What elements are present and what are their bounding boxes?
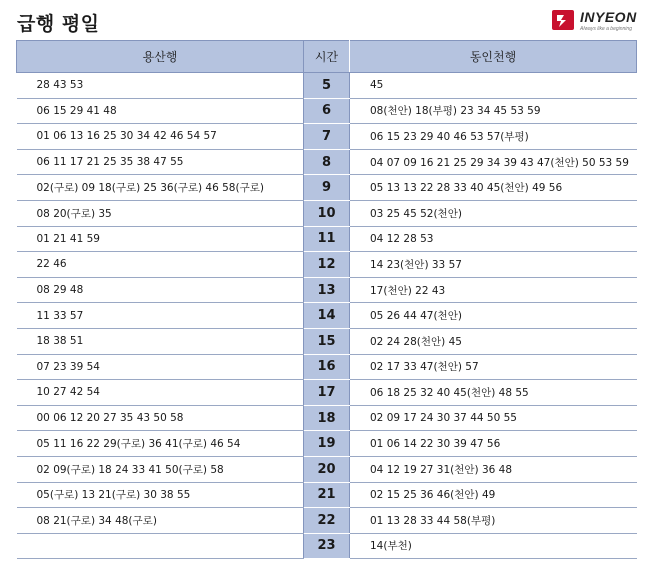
table-row [17, 303, 637, 329]
hour-cell: 16 [304, 354, 350, 380]
table-row [17, 226, 637, 252]
table-row [17, 533, 637, 559]
hour-cell: 12 [304, 252, 350, 278]
dongincheon-bound-times: 02 24 28(천안) 45 [350, 328, 637, 354]
yongsan-bound-times: 08 29 48 [17, 277, 304, 303]
yongsan-bound-times: 06 11 17 21 25 35 38 47 55 [17, 149, 304, 175]
dongincheon-bound-times: 06 18 25 32 40 45(천안) 48 55 [350, 380, 637, 406]
hour-cell: 7 [304, 124, 350, 150]
yongsan-bound-times: 00 06 12 20 27 35 43 50 58 [17, 405, 304, 431]
table-row [17, 482, 637, 508]
table-row [17, 508, 637, 534]
dongincheon-bound-times: 14(부천) [350, 533, 637, 559]
table-row [17, 328, 637, 354]
yongsan-bound-times: 05(구로) 13 21(구로) 30 38 55 [17, 482, 304, 508]
yongsan-bound-times: 22 46 [17, 252, 304, 278]
yongsan-bound-times: 07 23 39 54 [17, 354, 304, 380]
hour-cell: 22 [304, 508, 350, 534]
company-logo [552, 8, 638, 38]
yongsan-bound-times: 18 38 51 [17, 328, 304, 354]
hour-cell: 14 [304, 303, 350, 329]
timetable-header-row [17, 41, 637, 73]
table-row [17, 277, 637, 303]
yongsan-bound-times: 02(구로) 09 18(구로) 25 36(구로) 46 58(구로) [17, 175, 304, 201]
hour-cell: 10 [304, 200, 350, 226]
dongincheon-bound-times: 08(천안) 18(부평) 23 34 45 53 59 [350, 98, 637, 124]
dongincheon-bound-times: 02 09 17 24 30 37 44 50 55 [350, 405, 637, 431]
yongsan-bound-times: 01 06 13 16 25 30 34 42 46 54 57 [17, 124, 304, 150]
header-hour: 시간 [304, 41, 350, 73]
hour-cell: 13 [304, 277, 350, 303]
hour-cell: 23 [304, 533, 350, 559]
hour-cell: 17 [304, 380, 350, 406]
hour-cell: 9 [304, 175, 350, 201]
hour-cell: 5 [304, 73, 350, 99]
dongincheon-bound-times: 06 15 23 29 40 46 53 57(부평) [350, 124, 637, 150]
hour-cell: 6 [304, 98, 350, 124]
yongsan-bound-times: 01 21 41 59 [17, 226, 304, 252]
yongsan-bound-times: 05 11 16 22 29(구로) 36 41(구로) 46 54 [17, 431, 304, 457]
dongincheon-bound-times: 05 13 13 22 28 33 40 45(천안) 49 56 [350, 175, 637, 201]
page-title: 급행 평일 [17, 13, 100, 35]
yongsan-bound-times: 08 20(구로) 35 [17, 200, 304, 226]
hour-cell: 19 [304, 431, 350, 457]
table-row [17, 98, 637, 124]
dongincheon-bound-times: 04 12 19 27 31(천안) 36 48 [350, 456, 637, 482]
dongincheon-bound-times: 03 25 45 52(천안) [350, 200, 637, 226]
hour-cell: 18 [304, 405, 350, 431]
dongincheon-bound-times: 02 15 25 36 46(천안) 49 [350, 482, 637, 508]
table-row [17, 124, 637, 150]
header-dongincheon-bound: 동인천행 [350, 41, 637, 73]
hour-cell: 21 [304, 482, 350, 508]
dongincheon-bound-times: 01 13 28 33 44 58(부평) [350, 508, 637, 534]
hour-cell: 15 [304, 328, 350, 354]
dongincheon-bound-times: 02 17 33 47(천안) 57 [350, 354, 637, 380]
yongsan-bound-times: 08 21(구로) 34 48(구로) [17, 508, 304, 534]
table-row [17, 431, 637, 457]
dongincheon-bound-times: 05 26 44 47(천안) [350, 303, 637, 329]
table-row [17, 354, 637, 380]
hour-cell: 11 [304, 226, 350, 252]
yongsan-bound-times: 10 27 42 54 [17, 380, 304, 406]
logo-wordmark: INYEON [580, 9, 637, 25]
table-row [17, 380, 637, 406]
logo-mark-icon [552, 8, 576, 32]
table-row [17, 149, 637, 175]
yongsan-bound-times: 06 15 29 41 48 [17, 98, 304, 124]
logo-tagline: Always like a beginning [580, 26, 632, 32]
timetable [16, 40, 637, 559]
table-row [17, 252, 637, 278]
yongsan-bound-times: 28 43 53 [17, 73, 304, 99]
hour-cell: 20 [304, 456, 350, 482]
table-row [17, 73, 637, 99]
page-header [0, 0, 652, 40]
table-row [17, 200, 637, 226]
header-yongsan-bound: 용산행 [17, 41, 304, 73]
dongincheon-bound-times: 14 23(천안) 33 57 [350, 252, 637, 278]
table-row [17, 405, 637, 431]
dongincheon-bound-times: 04 07 09 16 21 25 29 34 39 43 47(천안) 50 53 59 [350, 149, 637, 175]
dongincheon-bound-times: 04 12 28 53 [350, 226, 637, 252]
hour-cell: 8 [304, 149, 350, 175]
dongincheon-bound-times: 01 06 14 22 30 39 47 56 [350, 431, 637, 457]
yongsan-bound-times [17, 533, 304, 559]
yongsan-bound-times: 11 33 57 [17, 303, 304, 329]
table-row [17, 456, 637, 482]
table-row [17, 175, 637, 201]
dongincheon-bound-times: 45 [350, 73, 637, 99]
yongsan-bound-times: 02 09(구로) 18 24 33 41 50(구로) 58 [17, 456, 304, 482]
timetable-body [17, 73, 637, 559]
dongincheon-bound-times: 17(천안) 22 43 [350, 277, 637, 303]
